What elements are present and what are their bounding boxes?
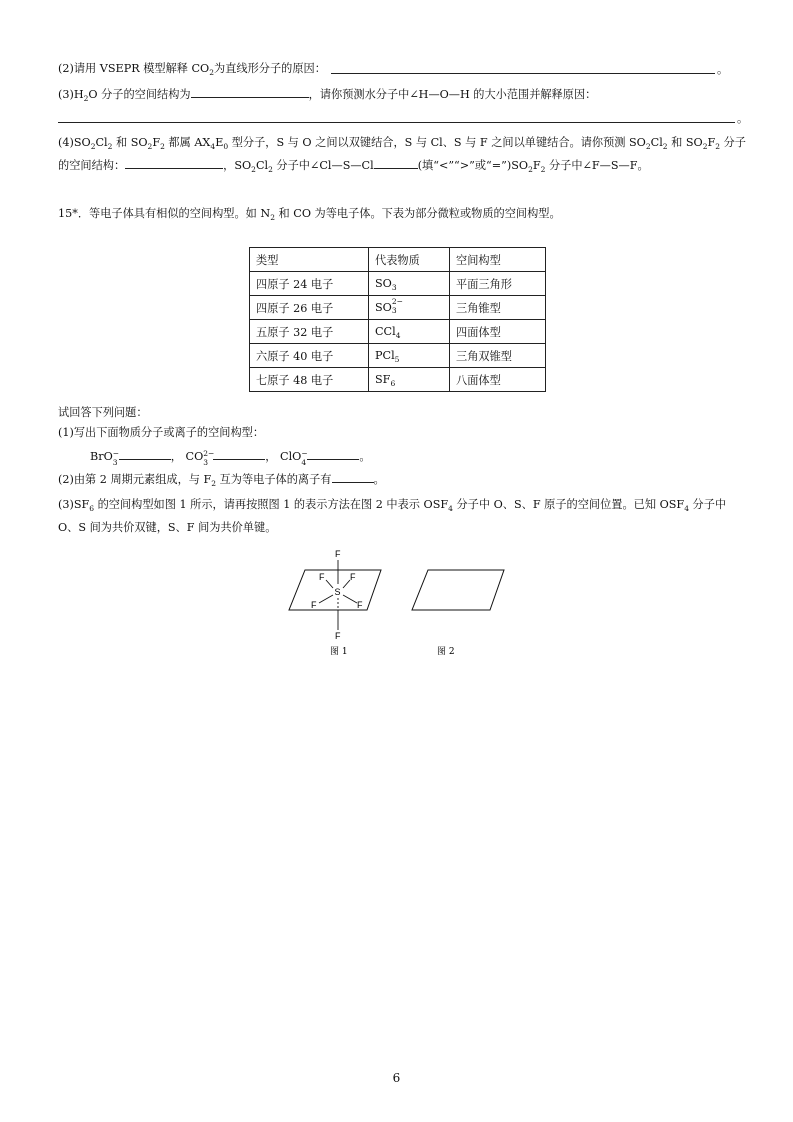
ion-formula: BrO xyxy=(90,450,113,463)
q4-d-sub: 2 xyxy=(160,142,165,152)
atom-s: S xyxy=(334,587,341,597)
p3-a-sub: 6 xyxy=(89,504,95,514)
q4-l2-e: (填“<”“>”或“=”)SO xyxy=(417,159,529,172)
q2-text2: 为直线形分子的原因： xyxy=(214,62,326,75)
figure-2-blank-plane[interactable] xyxy=(406,546,516,656)
table-cell-type: 五原子 32 电子 xyxy=(250,320,369,344)
bond-ul xyxy=(326,580,333,588)
subquestion-3-line-1 xyxy=(58,497,726,513)
q4-b: Cl xyxy=(95,136,108,149)
table-cell-shape: 三角双锥型 xyxy=(450,344,546,368)
atom-f-ll: F xyxy=(311,600,317,610)
q15-a-sub: 2 xyxy=(270,213,275,223)
formula-sub: 5 xyxy=(394,355,400,365)
subquestion-1: (1)写出下面物质分子或离子的空间构型： xyxy=(58,426,265,439)
q4-c-sub: 2 xyxy=(147,142,153,152)
p2-end: 。 xyxy=(373,473,385,486)
question-2-line xyxy=(58,61,326,77)
separator: ， xyxy=(265,450,277,463)
ion-formula: ClO xyxy=(280,450,302,463)
table-cell-type: 七原子 48 电子 xyxy=(250,368,369,392)
q4-l2-c-sub: 2 xyxy=(268,165,273,175)
p3-c-sub: 4 xyxy=(684,504,689,514)
formula-sup: 2− xyxy=(391,297,403,306)
atom-f-ur: F xyxy=(350,572,356,582)
formula: PCl xyxy=(375,349,395,362)
table-cell-type: 六原子 40 电子 xyxy=(250,344,369,368)
p3-a: (3)SF xyxy=(58,498,90,511)
q4-l2-a: 的空间结构： xyxy=(58,159,126,172)
q2-text: (2)请用 VSEPR 模型解释 CO xyxy=(58,62,210,75)
table-header-substance: 代表物质 xyxy=(369,248,450,272)
separator: ， xyxy=(170,450,182,463)
ion-sub: 3 xyxy=(203,458,209,467)
ion-sup: − xyxy=(301,449,308,458)
table-cell-shape: 八面体型 xyxy=(450,368,546,392)
q4-h-sub: 2 xyxy=(662,142,668,152)
structure-table xyxy=(249,247,546,392)
plane-parallelogram xyxy=(412,570,504,610)
q3-p3: ，请你预测水分子中∠H—O—H 的大小范围并解释原因： xyxy=(308,88,597,101)
ion-sup: − xyxy=(112,449,120,458)
figure-1-label: 图 1 xyxy=(330,647,348,656)
q4-g: 型分子，S 与 O 之间以双键结合，S 与 Cl、S 与 F 之间以单键结合。请你预测 SO xyxy=(228,136,646,149)
subquestion-3-line-2: O、S 间为共价双键，S、F 间为共价单键。 xyxy=(58,521,277,534)
q4-l2-c: Cl xyxy=(255,159,269,172)
q4-g-sub: 2 xyxy=(645,142,651,152)
answer-blank-q4-compare[interactable] xyxy=(374,157,418,169)
q4-k: 分子 xyxy=(720,136,746,149)
answer-blank-q2[interactable] xyxy=(331,73,715,74)
question-4-line-1 xyxy=(58,135,746,151)
formula: CCl xyxy=(375,325,396,338)
ion-sub: 4 xyxy=(301,458,307,467)
answer-blank-p2[interactable] xyxy=(332,471,374,483)
table-header-shape: 空间构型 xyxy=(450,248,546,272)
table-cell-shape: 平面三角形 xyxy=(450,272,546,296)
formula-sub: 6 xyxy=(390,379,396,389)
table-cell-formula xyxy=(369,296,450,320)
table-header-type: 类型 xyxy=(250,248,369,272)
q4-a: (4)SO xyxy=(58,136,91,149)
q3-p1: (3)H xyxy=(58,88,84,101)
formula: SO xyxy=(375,301,392,314)
p2-a: (2)由第 2 周期元素组成，与 F xyxy=(58,473,212,486)
answer-blank-q4-shape[interactable] xyxy=(125,157,223,169)
answer-blank-co3[interactable] xyxy=(213,448,265,460)
p2-a-sub: 2 xyxy=(211,479,217,489)
formula: SF xyxy=(375,373,391,386)
ion-sub: 3 xyxy=(112,458,118,467)
atom-f-lr: F xyxy=(357,600,363,610)
table-header-row xyxy=(250,248,546,272)
q4-l2-d: 分子中∠Cl—S—Cl xyxy=(272,159,374,172)
table-cell-formula xyxy=(369,368,450,392)
table-cell-formula xyxy=(369,320,450,344)
question-3-line xyxy=(58,86,596,103)
figure-2-label: 图 2 xyxy=(437,647,455,656)
answer-blank-clo4[interactable] xyxy=(307,448,359,460)
q4-h: Cl xyxy=(650,136,663,149)
q4-l2-f-sub: 2 xyxy=(540,165,546,175)
q4-i: 和 SO xyxy=(667,136,703,149)
q4-c: 和 SO xyxy=(112,136,148,149)
q4-f-sub: 0 xyxy=(223,142,229,152)
bond-lr xyxy=(343,595,357,603)
ion-subsup xyxy=(112,449,120,467)
q2-sub: 2 xyxy=(209,68,215,78)
separator: 。 xyxy=(359,450,371,463)
ion-formula: CO xyxy=(185,450,204,463)
question-15-intro xyxy=(58,206,561,222)
atom-f-top: F xyxy=(335,549,341,559)
q3-p2: O 分子的空间结构为 xyxy=(88,88,191,101)
table-cell-shape: 三角锥型 xyxy=(450,296,546,320)
table-row xyxy=(250,368,546,392)
q4-a-sub: 2 xyxy=(90,142,96,152)
figure-1-sf6 xyxy=(283,546,393,656)
q4-b-sub: 2 xyxy=(107,142,113,152)
table-cell-shape: 四面体型 xyxy=(450,320,546,344)
q3-period: 。 xyxy=(737,112,749,125)
answer-blank-q3-reason[interactable] xyxy=(58,122,735,123)
formula-sub: 4 xyxy=(395,331,401,341)
table-cell-formula xyxy=(369,344,450,368)
q3-sub: 2 xyxy=(83,94,89,104)
q4-f: E xyxy=(215,136,224,149)
ion-sup: 2− xyxy=(203,449,215,458)
table-row xyxy=(250,296,546,320)
subquestion-2 xyxy=(58,471,385,488)
q4-e-sub: 4 xyxy=(210,142,216,152)
question-4-line-2 xyxy=(58,157,649,174)
ion-subsup xyxy=(203,449,215,467)
try-answer-heading: 试回答下列问题： xyxy=(58,406,148,419)
q4-l2-b: ，SO xyxy=(223,159,252,172)
table-cell-type: 四原子 26 电子 xyxy=(250,296,369,320)
p3-d: 分子中 xyxy=(688,498,727,511)
q4-i-sub: 2 xyxy=(702,142,708,152)
formula-sub: 3 xyxy=(391,283,397,293)
table-cell-type: 四原子 24 电子 xyxy=(250,272,369,296)
table-row xyxy=(250,344,546,368)
formula-subsup xyxy=(391,297,403,315)
page-number: 6 xyxy=(392,1071,401,1085)
q4-l2-e-sub: 2 xyxy=(528,165,533,175)
table-cell-formula xyxy=(369,272,450,296)
bond-ll xyxy=(319,595,333,603)
ion-subsup xyxy=(301,449,308,467)
q4-j-sub: 2 xyxy=(715,142,721,152)
q4-l2-g: 分子中∠F—S—F。 xyxy=(545,159,649,172)
formula-sub: 3 xyxy=(391,306,397,315)
p3-c: 分子中 O、S、F 原子的空间位置。已知 OSF xyxy=(452,498,685,511)
p3-b: 的空间构型如图 1 所示，请再按照图 1 的表示方法在图 2 中表示 OSF xyxy=(94,498,449,511)
table-row xyxy=(250,272,546,296)
q2-period: 。 xyxy=(717,63,729,76)
q4-l2-b-sub: 2 xyxy=(251,165,256,175)
table-row xyxy=(250,320,546,344)
formula: SO xyxy=(375,277,392,290)
answer-blank-bro3[interactable] xyxy=(119,448,171,460)
subquestion-1-blanks xyxy=(90,448,371,465)
p2-b: 互为等电子体的离子有 xyxy=(216,473,332,486)
q4-j: F xyxy=(707,136,716,149)
atom-f-bottom: F xyxy=(335,631,341,641)
atom-f-ul: F xyxy=(319,572,325,582)
answer-blank-q3-shape[interactable] xyxy=(191,86,309,98)
q15-a: 15*．等电子体具有相似的空间构型。如 N xyxy=(58,207,271,220)
p3-b-sub: 4 xyxy=(448,504,453,514)
q15-b: 和 CO 为等电子体。下表为部分微粒或物质的空间构型。 xyxy=(274,207,561,220)
bond-ur xyxy=(343,580,350,588)
q4-d: F xyxy=(152,136,161,149)
q4-e: 都属 AX xyxy=(164,136,211,149)
q4-l2-f: F xyxy=(532,159,541,172)
